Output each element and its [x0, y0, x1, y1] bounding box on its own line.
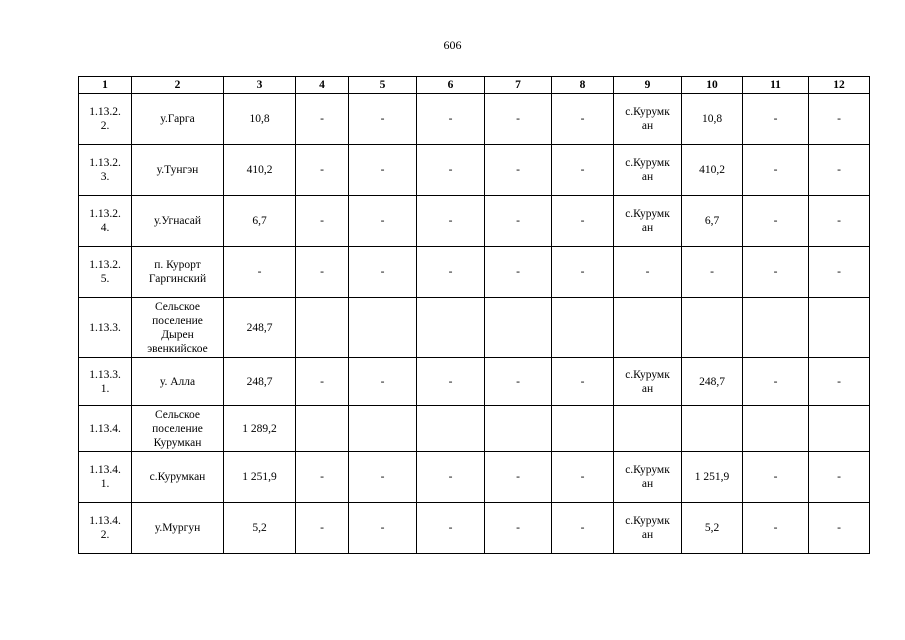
column-header: 8	[552, 77, 614, 94]
value-col7	[485, 406, 552, 452]
value-col10: 248,7	[682, 358, 743, 406]
value-col11: -	[743, 247, 809, 298]
value-col4: -	[296, 452, 349, 503]
value-col3: 5,2	[224, 503, 296, 554]
value-col12: -	[809, 358, 870, 406]
value-col3: 10,8	[224, 94, 296, 145]
value-col5: -	[349, 94, 417, 145]
column-header: 2	[132, 77, 224, 94]
value-col12: -	[809, 145, 870, 196]
object-name: п. Курорт Гаргинский	[132, 247, 224, 298]
value-col5: -	[349, 196, 417, 247]
center-col9: с.Курумк ан	[614, 196, 682, 247]
table-row	[79, 196, 870, 247]
value-col8: -	[552, 247, 614, 298]
value-col8: -	[552, 503, 614, 554]
row-code: 1.13.2. 3.	[79, 145, 132, 196]
value-col11	[743, 406, 809, 452]
value-col7	[485, 298, 552, 358]
column-header: 9	[614, 77, 682, 94]
page-number: 606	[443, 38, 462, 52]
value-col7: -	[485, 94, 552, 145]
value-col8	[552, 298, 614, 358]
center-col9: с.Курумк ан	[614, 358, 682, 406]
value-col6	[417, 298, 485, 358]
object-name: у.Угнасай	[132, 196, 224, 247]
column-header: 10	[682, 77, 743, 94]
row-code: 1.13.3.	[79, 298, 132, 358]
row-code: 1.13.2. 4.	[79, 196, 132, 247]
value-col10: -	[682, 247, 743, 298]
table-row	[79, 503, 870, 554]
table-row	[79, 452, 870, 503]
table-row	[79, 358, 870, 406]
value-col11: -	[743, 452, 809, 503]
value-col5: -	[349, 452, 417, 503]
table-row	[79, 94, 870, 145]
center-col9: с.Курумк ан	[614, 503, 682, 554]
value-col6: -	[417, 145, 485, 196]
value-col7: -	[485, 196, 552, 247]
value-col3: 410,2	[224, 145, 296, 196]
column-header: 5	[349, 77, 417, 94]
value-col5: -	[349, 145, 417, 196]
value-col11: -	[743, 94, 809, 145]
value-col12: -	[809, 247, 870, 298]
value-col6	[417, 406, 485, 452]
table-row	[79, 298, 870, 358]
value-col11: -	[743, 503, 809, 554]
value-col4: -	[296, 145, 349, 196]
value-col8: -	[552, 196, 614, 247]
value-col6: -	[417, 358, 485, 406]
column-header: 1	[79, 77, 132, 94]
center-col9: с.Курумк ан	[614, 94, 682, 145]
value-col5: -	[349, 503, 417, 554]
value-col7: -	[485, 503, 552, 554]
value-col8: -	[552, 358, 614, 406]
value-col10: 1 251,9	[682, 452, 743, 503]
value-col10: 10,8	[682, 94, 743, 145]
object-name: у. Алла	[132, 358, 224, 406]
value-col6: -	[417, 94, 485, 145]
value-col7: -	[485, 247, 552, 298]
object-name: у.Тунгэн	[132, 145, 224, 196]
value-col12: -	[809, 94, 870, 145]
value-col11	[743, 298, 809, 358]
column-header: 7	[485, 77, 552, 94]
column-header: 11	[743, 77, 809, 94]
value-col6: -	[417, 247, 485, 298]
value-col11: -	[743, 196, 809, 247]
value-col8: -	[552, 145, 614, 196]
row-code: 1.13.4. 2.	[79, 503, 132, 554]
object-name: у.Гарга	[132, 94, 224, 145]
value-col4: -	[296, 196, 349, 247]
value-col5	[349, 406, 417, 452]
value-col3: 1 289,2	[224, 406, 296, 452]
column-header: 12	[809, 77, 870, 94]
value-col11: -	[743, 358, 809, 406]
object-name: Сельское поселение Курумкан	[132, 406, 224, 452]
column-header: 6	[417, 77, 485, 94]
table-body	[79, 94, 870, 554]
value-col3: 6,7	[224, 196, 296, 247]
value-col4: -	[296, 247, 349, 298]
value-col10: 410,2	[682, 145, 743, 196]
row-code: 1.13.2. 5.	[79, 247, 132, 298]
value-col6: -	[417, 452, 485, 503]
value-col5: -	[349, 247, 417, 298]
value-col12	[809, 406, 870, 452]
value-col4: -	[296, 94, 349, 145]
table-row	[79, 145, 870, 196]
value-col5	[349, 298, 417, 358]
object-name: у.Мургун	[132, 503, 224, 554]
value-col10: 6,7	[682, 196, 743, 247]
center-col9: -	[614, 247, 682, 298]
value-col3: 248,7	[224, 298, 296, 358]
row-code: 1.13.3. 1.	[79, 358, 132, 406]
value-col12	[809, 298, 870, 358]
value-col4: -	[296, 358, 349, 406]
value-col12: -	[809, 452, 870, 503]
object-name: с.Курумкан	[132, 452, 224, 503]
column-header: 4	[296, 77, 349, 94]
value-col7: -	[485, 452, 552, 503]
value-col3: -	[224, 247, 296, 298]
value-col8: -	[552, 452, 614, 503]
center-col9	[614, 406, 682, 452]
value-col4	[296, 298, 349, 358]
value-col6: -	[417, 196, 485, 247]
table-row	[79, 406, 870, 452]
table-row	[79, 247, 870, 298]
value-col5: -	[349, 358, 417, 406]
column-header: 3	[224, 77, 296, 94]
center-col9: с.Курумк ан	[614, 145, 682, 196]
value-col12: -	[809, 503, 870, 554]
value-col10	[682, 406, 743, 452]
value-col6: -	[417, 503, 485, 554]
value-col8	[552, 406, 614, 452]
object-name: Сельское поселение Дырен эвенкийское	[132, 298, 224, 358]
value-col11: -	[743, 145, 809, 196]
value-col4	[296, 406, 349, 452]
row-code: 1.13.4. 1.	[79, 452, 132, 503]
value-col10: 5,2	[682, 503, 743, 554]
value-col3: 248,7	[224, 358, 296, 406]
row-code: 1.13.4.	[79, 406, 132, 452]
value-col10	[682, 298, 743, 358]
center-col9: с.Курумк ан	[614, 452, 682, 503]
row-code: 1.13.2. 2.	[79, 94, 132, 145]
value-col7: -	[485, 358, 552, 406]
value-col8: -	[552, 94, 614, 145]
value-col12: -	[809, 196, 870, 247]
value-col3: 1 251,9	[224, 452, 296, 503]
value-col4: -	[296, 503, 349, 554]
center-col9	[614, 298, 682, 358]
data-table	[78, 76, 870, 554]
header-row	[79, 77, 870, 94]
value-col7: -	[485, 145, 552, 196]
